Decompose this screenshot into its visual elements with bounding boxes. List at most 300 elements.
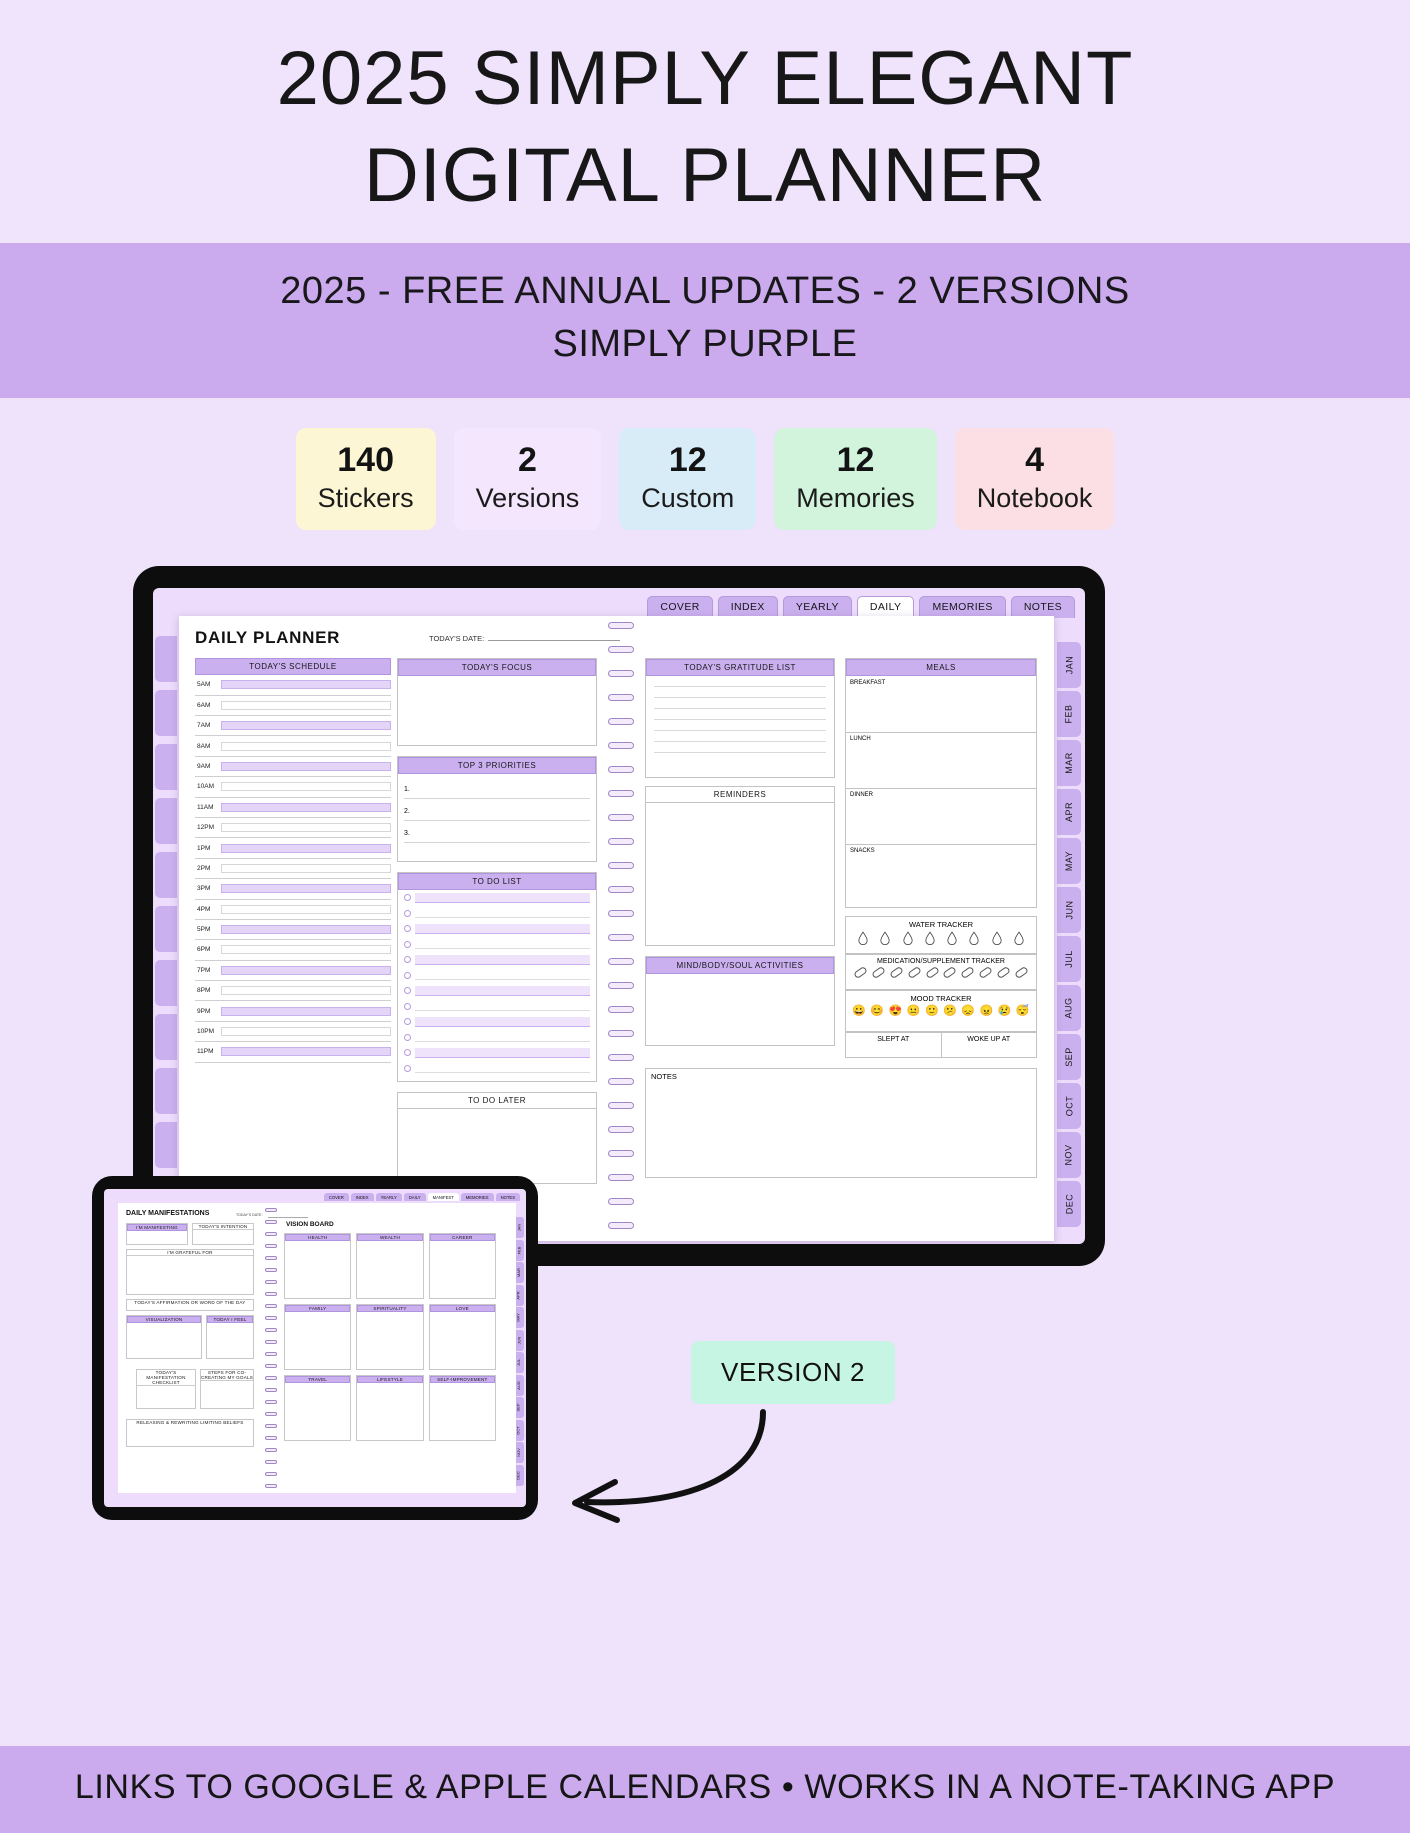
schedule-row[interactable] xyxy=(195,900,391,920)
schedule-row[interactable] xyxy=(195,940,391,960)
subtitle-line-2: SIMPLY PURPLE xyxy=(552,323,858,366)
schedule-header: TODAY'S SCHEDULE xyxy=(195,658,391,675)
schedule-row[interactable] xyxy=(195,716,391,736)
month-tab-aug[interactable] xyxy=(1057,985,1081,1031)
pill-icon[interactable] xyxy=(925,966,940,979)
pill-icon[interactable] xyxy=(978,966,993,979)
month-tab-jun[interactable] xyxy=(1057,887,1081,933)
vision-board-cell[interactable] xyxy=(429,1375,496,1441)
mood-face-icon[interactable]: 🙂 xyxy=(924,1005,939,1018)
schedule-entry-field[interactable] xyxy=(221,864,391,873)
gratitude-line[interactable] xyxy=(654,719,826,720)
left-tab[interactable] xyxy=(155,636,177,682)
month-tab-feb[interactable] xyxy=(1057,691,1081,737)
meal-label-lunch: LUNCH xyxy=(850,736,871,743)
schedule-hour-label: 8AM xyxy=(197,742,211,750)
water-drop-icon[interactable] xyxy=(925,931,935,945)
tab-cover[interactable]: COVER xyxy=(647,596,712,618)
todo-row[interactable] xyxy=(398,1014,596,1030)
priority-number: 2. xyxy=(404,808,410,816)
schedule-entry-field[interactable] xyxy=(221,701,391,710)
feature-chip xyxy=(296,428,436,530)
vision-board-cell[interactable] xyxy=(284,1233,351,1299)
curved-arrow-icon xyxy=(545,1398,775,1528)
pill-icon[interactable] xyxy=(1014,966,1029,979)
schedule-row[interactable] xyxy=(195,1022,391,1042)
month-tab-strip[interactable] xyxy=(1057,642,1081,1227)
planner2-page-title: DAILY MANIFESTATIONS xyxy=(126,1210,210,1218)
month-label: AUG xyxy=(515,1380,521,1390)
grateful-header: I'M GRATEFUL FOR xyxy=(127,1250,253,1256)
checkbox-icon[interactable] xyxy=(404,1065,411,1072)
todo-line[interactable] xyxy=(415,1063,590,1073)
chip-number: 12 xyxy=(836,441,875,480)
month-tab-mar[interactable] xyxy=(1057,740,1081,786)
affirmation-header: TODAY'S AFFIRMATION OR WORD OF THE DAY xyxy=(127,1300,253,1305)
checkbox-icon[interactable] xyxy=(404,894,411,901)
tablet-screen xyxy=(153,588,1085,1244)
schedule-row[interactable] xyxy=(195,961,391,981)
visualization-box[interactable] xyxy=(126,1315,202,1359)
schedule-row[interactable] xyxy=(195,920,391,940)
month-label: OCT xyxy=(1064,1095,1074,1117)
mood-tracker-header: MOOD TRACKER xyxy=(910,994,972,1004)
month-label: DEC xyxy=(1063,1193,1074,1215)
spiral-binding-small xyxy=(264,1203,278,1493)
water-drop-icon[interactable] xyxy=(903,931,913,945)
vision-board-category-label: WEALTH xyxy=(357,1234,422,1241)
month-tab-dec[interactable] xyxy=(1057,1181,1081,1227)
month-tab-nov[interactable] xyxy=(1057,1132,1081,1178)
todo-line[interactable] xyxy=(415,1001,590,1011)
vision-board-category-label: HEALTH xyxy=(285,1234,350,1241)
month-label: JUN xyxy=(1064,900,1074,920)
schedule-row[interactable] xyxy=(195,696,391,716)
month-tab-apr[interactable] xyxy=(1057,789,1081,835)
schedule-hour-label: 5PM xyxy=(197,926,211,934)
water-drop-icon[interactable] xyxy=(1014,931,1024,945)
priority-number: 1. xyxy=(404,786,410,794)
priority-number: 3. xyxy=(404,830,410,838)
schedule-hour-label: 9PM xyxy=(197,1007,211,1015)
schedule-entry-field[interactable] xyxy=(221,742,391,751)
schedule-hour-label: 9AM xyxy=(197,762,211,770)
feature-chip xyxy=(619,428,756,530)
steps-box[interactable] xyxy=(200,1369,254,1409)
schedule-hour-label: 6PM xyxy=(197,946,211,954)
vision-board-category-label: SPIRITUALITY xyxy=(357,1305,422,1312)
affirmation-box[interactable] xyxy=(126,1299,254,1311)
checkbox-icon[interactable] xyxy=(404,925,411,932)
mood-face-icon[interactable]: 😐 xyxy=(906,1005,921,1018)
tab-index[interactable]: INDEX xyxy=(718,596,778,618)
todo-line[interactable] xyxy=(415,955,590,965)
meals-header: MEALS xyxy=(846,659,1036,676)
month-label: AUG xyxy=(1063,997,1074,1019)
slept-at-label: SLEPT AT xyxy=(846,1033,942,1057)
checkbox-icon[interactable] xyxy=(404,941,411,948)
pill-row[interactable] xyxy=(846,965,1036,980)
mood-face-icon[interactable]: 😕 xyxy=(943,1005,957,1018)
schedule-hour-label: 5AM xyxy=(197,681,211,689)
tablet-screen-small xyxy=(104,1189,526,1507)
vision-board-cell[interactable] xyxy=(356,1233,423,1299)
planner2-top-tabs[interactable] xyxy=(324,1193,520,1201)
schedule-hour-label: 3PM xyxy=(197,885,211,893)
water-tracker-header: WATER TRACKER xyxy=(908,920,974,930)
mood-face-icon[interactable]: 😠 xyxy=(979,1005,994,1018)
focus-header: TODAY'S FOCUS xyxy=(398,659,596,676)
left-tab[interactable] xyxy=(155,960,177,1006)
schedule-row[interactable] xyxy=(195,675,391,695)
schedule-row[interactable] xyxy=(195,1001,391,1021)
focus-section[interactable] xyxy=(397,658,597,746)
planner-page-manifestations xyxy=(118,1203,516,1493)
meal-divider xyxy=(846,788,1036,789)
schedule-hour-label: 11PM xyxy=(197,1048,214,1056)
vision-board-category-label: SELF-IMPROVEMENT xyxy=(430,1376,495,1383)
water-tracker-section[interactable] xyxy=(845,916,1037,954)
release-box[interactable] xyxy=(126,1419,254,1447)
feature-chip xyxy=(454,428,602,530)
todo-line[interactable] xyxy=(415,939,590,949)
vision-board-category-label: CAREER xyxy=(430,1234,495,1241)
month-tab-jan[interactable] xyxy=(1057,642,1081,688)
page-title xyxy=(40,30,1370,225)
month-label: JUL xyxy=(1063,950,1074,968)
vision-board-cell[interactable] xyxy=(356,1304,423,1370)
month-label: JUN xyxy=(516,1336,521,1345)
mood-face-icon[interactable]: 😍 xyxy=(888,1005,903,1018)
schedule-entry-field[interactable] xyxy=(221,680,391,689)
date-input-line[interactable] xyxy=(488,640,620,641)
meal-label-breakfast: BREAKFAST xyxy=(850,680,886,687)
feature-chip-row xyxy=(0,398,1410,548)
sleep-section[interactable] xyxy=(845,1032,1037,1058)
schedule-hour-label: 7AM xyxy=(197,722,211,730)
left-tab[interactable] xyxy=(155,1122,177,1168)
feature-chip xyxy=(774,428,937,530)
schedule-rows[interactable] xyxy=(195,675,391,1062)
pill-icon[interactable] xyxy=(854,966,869,979)
todo-line[interactable] xyxy=(415,1048,590,1058)
chip-number: 140 xyxy=(337,441,394,480)
schedule-hour-label: 8PM xyxy=(197,987,211,995)
schedule-row[interactable] xyxy=(195,838,391,858)
checkbox-icon[interactable] xyxy=(404,910,411,917)
manifesting-box[interactable] xyxy=(126,1223,188,1245)
schedule-entry-field[interactable] xyxy=(221,803,391,812)
left-tab[interactable] xyxy=(155,1068,177,1114)
chip-number: 4 xyxy=(1025,441,1045,480)
mood-face-icon[interactable]: 😀 xyxy=(852,1005,866,1018)
todo-line[interactable] xyxy=(415,1017,590,1027)
vision-board-cell[interactable] xyxy=(429,1233,496,1299)
todo-later-section[interactable] xyxy=(397,1092,597,1184)
schedule-section xyxy=(195,658,391,1062)
schedule-entry-field[interactable] xyxy=(221,782,391,791)
tab2-manifest[interactable]: MANIFEST xyxy=(428,1193,459,1201)
month-label: MAY xyxy=(516,1313,521,1322)
schedule-row[interactable] xyxy=(195,981,391,1001)
tab-yearly[interactable]: YEARLY xyxy=(783,596,852,618)
left-tab[interactable] xyxy=(155,1014,177,1060)
checkbox-icon[interactable] xyxy=(404,956,411,963)
planner-page-daily xyxy=(179,616,1054,1241)
notes-section[interactable] xyxy=(645,1068,1037,1178)
vision-board-cell[interactable] xyxy=(429,1304,496,1370)
gratitude-line[interactable] xyxy=(654,686,826,687)
left-tab[interactable] xyxy=(155,906,177,952)
month-label: JAN xyxy=(516,1223,521,1232)
todo-row[interactable] xyxy=(398,906,596,922)
pill-icon[interactable] xyxy=(889,966,904,979)
tab2-memories[interactable]: MEMORIES xyxy=(461,1193,494,1201)
planner-page-title: DAILY PLANNER xyxy=(195,628,341,648)
priority-line[interactable] xyxy=(404,842,590,843)
schedule-hour-label: 2PM xyxy=(197,864,211,872)
schedule-entry-field[interactable] xyxy=(221,966,391,975)
schedule-row[interactable] xyxy=(195,859,391,879)
todays-date-field[interactable] xyxy=(429,634,620,643)
tab2-yearly[interactable]: YEARLY xyxy=(376,1193,402,1201)
tablet-device-small xyxy=(92,1176,538,1520)
schedule-hour-label: 7PM xyxy=(197,966,211,974)
month-label: MAR xyxy=(1064,752,1074,774)
month-tab-jul[interactable] xyxy=(1057,936,1081,982)
gratitude-line[interactable] xyxy=(654,697,826,698)
left-tab[interactable] xyxy=(155,690,177,736)
tab-notes[interactable]: NOTES xyxy=(1011,596,1075,618)
planner-top-tabs[interactable] xyxy=(647,596,1075,618)
left-tab[interactable] xyxy=(155,744,177,790)
water-drop-icon[interactable] xyxy=(880,931,890,945)
mood-face-icon[interactable]: 😴 xyxy=(1015,1005,1030,1018)
left-tab[interactable] xyxy=(155,852,177,898)
month-label: JAN xyxy=(1063,655,1074,675)
checkbox-icon[interactable] xyxy=(404,1049,411,1056)
pill-icon[interactable] xyxy=(960,966,975,979)
month-label: SEP xyxy=(1063,1047,1074,1067)
intention-header: TODAY'S INTENTION xyxy=(193,1224,253,1230)
tab-daily[interactable]: DAILY xyxy=(857,596,915,618)
schedule-entry-field[interactable] xyxy=(221,721,391,730)
priorities-section[interactable] xyxy=(397,756,597,862)
mood-face-icon[interactable]: 😊 xyxy=(870,1005,885,1018)
schedule-row[interactable] xyxy=(195,736,391,756)
todo-row[interactable] xyxy=(398,937,596,953)
todo-row[interactable] xyxy=(398,890,596,906)
month-label: FEB xyxy=(1063,704,1074,724)
tab2-index[interactable]: INDEX xyxy=(351,1193,374,1201)
month-label: JUL xyxy=(516,1359,521,1367)
month-label: APR xyxy=(1063,802,1074,823)
todo-row[interactable] xyxy=(398,1030,596,1046)
hero-header xyxy=(0,0,1410,243)
schedule-row[interactable] xyxy=(195,1042,391,1062)
steps-header: STEPS FOR CO-CREATING MY GOALS xyxy=(201,1370,253,1381)
intention-box[interactable] xyxy=(192,1223,254,1245)
todo-row[interactable] xyxy=(398,921,596,937)
schedule-entry-field[interactable] xyxy=(221,1027,391,1036)
checklist-header: TODAY'S MANIFESTATION CHECKLIST xyxy=(137,1370,195,1386)
gratitude-header: TODAY'S GRATITUDE LIST xyxy=(646,659,834,676)
woke-up-at-label: WOKE UP AT xyxy=(967,1036,1011,1044)
todo-row[interactable] xyxy=(398,999,596,1015)
schedule-entry-field[interactable] xyxy=(221,762,391,771)
pill-icon[interactable] xyxy=(871,966,886,979)
month-tab-sep[interactable] xyxy=(1057,1034,1081,1080)
checkbox-icon[interactable] xyxy=(404,972,411,979)
feel-box[interactable] xyxy=(206,1315,254,1359)
chip-number: 2 xyxy=(517,441,537,480)
activities-section[interactable] xyxy=(645,956,835,1046)
left-tab-strip[interactable] xyxy=(155,636,177,1168)
tablet-device-large xyxy=(133,566,1105,1266)
water-drop-icon[interactable] xyxy=(947,931,957,945)
gratitude-line[interactable] xyxy=(654,708,826,709)
chip-label: Stickers xyxy=(317,482,414,513)
schedule-entry-field[interactable] xyxy=(221,945,391,954)
checklist-box[interactable] xyxy=(136,1369,196,1409)
version-2-badge: VERSION 2 xyxy=(691,1341,895,1404)
medication-tracker-header: MEDICATION/SUPPLEMENT TRACKER xyxy=(877,958,1005,966)
month-label: MAY xyxy=(1064,851,1074,872)
schedule-row[interactable] xyxy=(195,818,391,838)
todo-row[interactable] xyxy=(398,952,596,968)
schedule-entry-field[interactable] xyxy=(221,884,391,893)
todo-row[interactable] xyxy=(398,1045,596,1061)
month-tab-oct[interactable] xyxy=(1057,1083,1081,1129)
chip-label: Memories xyxy=(796,482,915,513)
vision-board-category-label: FAMILY xyxy=(285,1305,350,1312)
pill-icon[interactable] xyxy=(943,966,958,979)
schedule-hour-label: 4PM xyxy=(197,905,211,913)
priority-line[interactable] xyxy=(404,820,590,821)
schedule-entry-field[interactable] xyxy=(221,986,391,995)
vision-board-category-label: LOVE xyxy=(430,1305,495,1312)
month-label: MAR xyxy=(515,1268,521,1278)
title-line-2: DIGITAL PLANNER xyxy=(363,133,1047,219)
title-line-1: 2025 SIMPLY ELEGANT xyxy=(276,36,1134,121)
manifesting-header: I'M MANIFESTING xyxy=(127,1224,187,1231)
gratitude-line[interactable] xyxy=(654,741,826,742)
todo-line[interactable] xyxy=(415,1032,590,1042)
schedule-hour-label: 1PM xyxy=(197,844,211,852)
checkbox-icon[interactable] xyxy=(404,1034,411,1041)
feature-chip xyxy=(955,428,1115,530)
schedule-row[interactable] xyxy=(195,777,391,797)
todo-list-section[interactable] xyxy=(397,872,597,1082)
schedule-row[interactable] xyxy=(195,757,391,777)
todo-line[interactable] xyxy=(415,970,590,980)
schedule-entry-field[interactable] xyxy=(221,844,391,853)
schedule-hour-label: 11AM xyxy=(197,803,214,811)
schedule-row[interactable] xyxy=(195,879,391,899)
month-label: DEC xyxy=(515,1470,521,1480)
meals-section[interactable] xyxy=(845,658,1037,908)
schedule-entry-field[interactable] xyxy=(221,1047,391,1056)
tab-memories[interactable]: MEMORIES xyxy=(919,596,1005,618)
pill-icon[interactable] xyxy=(907,966,922,979)
meal-divider xyxy=(846,844,1036,845)
left-tab[interactable] xyxy=(155,798,177,844)
gratitude-line[interactable] xyxy=(654,730,826,731)
mood-tracker-section[interactable] xyxy=(845,990,1037,1032)
water-drop-icon[interactable] xyxy=(992,931,1002,945)
schedule-entry-field[interactable] xyxy=(221,925,391,934)
schedule-entry-field[interactable] xyxy=(221,905,391,914)
water-drop-icon[interactable] xyxy=(969,931,979,945)
gratitude-section[interactable] xyxy=(645,658,835,778)
month-label: OCT xyxy=(515,1425,521,1435)
grateful-box[interactable] xyxy=(126,1249,254,1295)
checkbox-icon[interactable] xyxy=(404,987,411,994)
todo-rows[interactable] xyxy=(398,890,596,1076)
priority-line[interactable] xyxy=(404,798,590,799)
mood-face-row[interactable] xyxy=(846,1003,1036,1018)
todo-line[interactable] xyxy=(415,908,590,918)
reminders-section[interactable] xyxy=(645,786,835,946)
gratitude-line[interactable] xyxy=(654,752,826,753)
todo-row[interactable] xyxy=(398,968,596,984)
checkbox-icon[interactable] xyxy=(404,1003,411,1010)
water-drop-row[interactable] xyxy=(846,929,1036,947)
mood-face-icon[interactable]: 😢 xyxy=(997,1005,1012,1018)
vision-board-grid[interactable] xyxy=(284,1233,496,1441)
todo-list-header: TO DO LIST xyxy=(398,873,596,890)
vision-board-cell[interactable] xyxy=(356,1375,423,1441)
tab2-daily[interactable]: DAILY xyxy=(404,1193,426,1201)
month-label: APR xyxy=(515,1291,521,1300)
gratitude-lines[interactable] xyxy=(646,686,834,753)
release-header: RELEASING & REWRITING LIMITING BELIEFS xyxy=(127,1420,253,1425)
todo-line[interactable] xyxy=(415,986,590,996)
priorities-header: TOP 3 PRIORITIES xyxy=(398,757,596,774)
activities-header: MIND/BODY/SOUL ACTIVITIES xyxy=(646,957,834,974)
todo-line[interactable] xyxy=(415,893,590,903)
planner2-date-label: TODAY'S DATE: xyxy=(236,1213,263,1218)
todo-line[interactable] xyxy=(415,924,590,934)
footer-banner: LINKS TO GOOGLE & APPLE CALENDARS • WORKS IN A NOTE-TAKING APP xyxy=(0,1746,1410,1833)
todo-row[interactable] xyxy=(398,983,596,999)
schedule-entry-field[interactable] xyxy=(221,1007,391,1016)
medication-tracker-section[interactable] xyxy=(845,954,1037,990)
vision-board-cell[interactable] xyxy=(284,1304,351,1370)
notes-header: NOTES xyxy=(651,1072,677,1082)
chip-number: 12 xyxy=(668,441,707,480)
pill-icon[interactable] xyxy=(996,966,1011,979)
vision-board-cell[interactable] xyxy=(284,1375,351,1441)
todo-row[interactable] xyxy=(398,1061,596,1077)
checkbox-icon[interactable] xyxy=(404,1018,411,1025)
schedule-hour-label: 6AM xyxy=(197,701,211,709)
chip-label: Notebook xyxy=(976,482,1093,513)
schedule-entry-field[interactable] xyxy=(221,823,391,832)
month-tab-may[interactable] xyxy=(1057,838,1081,884)
chip-label: Versions xyxy=(475,482,580,513)
tab2-notes[interactable]: NOTES xyxy=(496,1193,520,1201)
todays-date-label: TODAY'S DATE: xyxy=(429,634,485,644)
month-label: NOV xyxy=(515,1448,521,1458)
water-drop-icon[interactable] xyxy=(858,931,868,945)
schedule-row[interactable] xyxy=(195,798,391,818)
tab2-cover[interactable]: COVER xyxy=(324,1193,349,1201)
vision-board-title: VISION BOARD xyxy=(286,1221,334,1229)
mood-face-icon[interactable]: 😞 xyxy=(961,1005,976,1018)
subtitle-band xyxy=(0,243,1410,399)
vision-board-category-label: TRAVEL xyxy=(285,1376,350,1383)
